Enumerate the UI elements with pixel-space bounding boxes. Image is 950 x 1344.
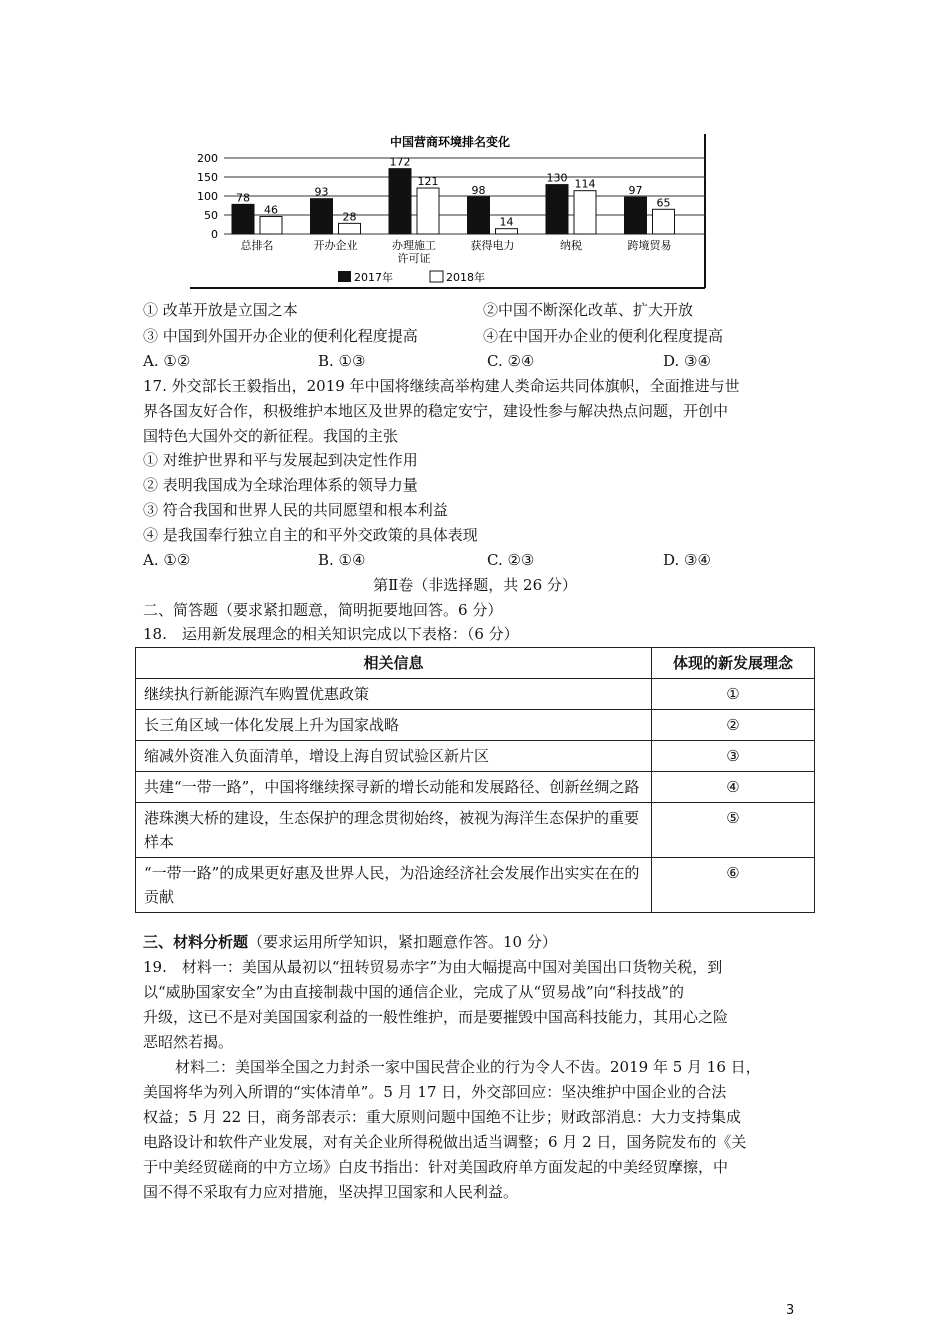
category-label: 开办企业 [313,239,358,252]
q19-material1-line-1: 19. 材料一：美国从最初以“扭转贸易赤字”为由大幅提高中国对美国出口货物关税，到 [143,958,723,976]
section3-heading-bold: 三、材料分析题 [143,933,249,951]
q19-material2-line-6: 国不得不采取有力应对措施，坚决捍卫国家和人民利益。 [143,1183,519,1201]
page-number: 3 [786,1303,795,1318]
bar-value-label: 98 [471,183,486,197]
bar-value-label: 93 [314,185,329,199]
q16-choice-c: C. ②④ [487,352,535,370]
q19-material1-line-2: 以“威胁国家安全”为由直接制裁中国的通信企业，完成了从“贸易战”向“科技战”的 [143,983,685,1001]
bar [417,188,439,234]
table-cell-info: 缩减外资准入负面清单，增设上海自贸试验区新片区 [136,741,652,772]
q18-stem: 18. 运用新发展理念的相关知识完成以下表格：（6 分） [143,625,519,643]
legend-label-2018: 2018年 [446,271,485,284]
q17-stem-line-1: 17. 外交部长王毅指出，2019 年中国将继续高举构建人类命运共同体旗帜，全面推进与世 [143,377,740,395]
section3-heading-rest: （要求运用所学知识，紧扣题意作答。10 分） [248,933,557,951]
table-cell-info: 港珠澳大桥的建设，生态保护的理念贯彻始终，被视为海洋生态保护的重要样本 [136,803,652,858]
q17-option-3: ③ 符合我国和世界人民的共同愿望和根本利益 [143,501,448,519]
bar-value-label: 14 [499,215,514,229]
table-row [136,710,815,741]
q16-choice-a: A. ①② [143,352,191,370]
table-row [136,679,815,710]
bar [496,229,518,234]
category-label-cont: 许可证 [397,252,431,265]
section3-heading [143,932,557,952]
table-row [136,772,815,803]
table-cell-concept: ⑥ [652,858,815,913]
table-cell-concept: ① [652,679,815,710]
bar [260,217,282,234]
category-label: 办理施工 [392,239,436,252]
q17-option-1: ① 对维护世界和平与发展起到决定性作用 [143,451,418,469]
y-tick-label: 200 [197,152,218,165]
table-cell-concept: ③ [652,741,815,772]
table-cell-concept: ⑤ [652,803,815,858]
q17-stem-line-3: 国特色大国外交的新征程。我国的主张 [143,427,399,445]
bar-value-label: 28 [342,210,357,224]
y-tick-label: 0 [211,228,218,241]
bar [468,197,490,234]
table-cell-concept: ④ [652,772,815,803]
bar [653,209,675,234]
table-row [136,803,815,858]
table-row [136,741,815,772]
legend-label-2017: 2017年 [354,271,393,284]
q17-choice-c: C. ②③ [487,551,535,569]
q16-option-2: ②中国不断深化改革、扩大开放 [483,301,694,319]
q17-choice-a: A. ①② [143,551,191,569]
y-tick-label: 50 [204,209,218,222]
q16-option-3: ③ 中国到外国开办企业的便利化程度提高 [143,327,418,345]
q16-option-1: ① 改革开放是立国之本 [143,301,298,319]
legend-swatch-2017 [338,271,351,282]
table-header-concept: 体现的新发展理念 [652,648,815,679]
table-cell-info: 继续执行新能源汽车购置优惠政策 [136,679,652,710]
q17-choice-b: B. ①④ [318,551,366,569]
section2-heading: 二、简答题（要求紧扣题意，简明扼要地回答。6 分） [143,601,503,619]
q16-option-4: ④在中国开办企业的便利化程度提高 [483,327,724,345]
bar [546,185,568,234]
part2-title: 第Ⅱ卷（非选择题，共 26 分） [373,576,577,594]
bar [389,169,411,234]
table-header-info: 相关信息 [136,648,652,679]
q19-material2-line-2: 美国将华为列入所谓的“实体清单”。5 月 17 日，外交部回应：坚决维护中国企业的合法 [143,1083,727,1101]
q19-material1-line-4: 恶昭然若揭。 [143,1033,234,1051]
chart-legend [338,270,485,284]
q17-stem-line-2: 界各国友好合作，积极维护本地区及世界的稳定安宁，建设性参与解决热点问题，开创中 [143,402,729,420]
q19-material2-line-4: 电路设计和软件产业发展，对有关企业所得税做出适当调整；6 月 2 日，国务院发布的《关 [143,1133,747,1151]
table-header-row [136,648,815,679]
table-row [136,858,815,913]
bar-value-label: 130 [546,171,568,185]
bar-value-label: 114 [574,177,596,191]
category-label: 总排名 [240,239,274,252]
ranking-bar-chart [188,132,708,290]
bar [625,197,647,234]
bar-value-label: 46 [264,203,278,217]
table-cell-info: 共建“一带一路”，中国将继续探寻新的增长动能和发展路径、创新丝绸之路 [136,772,652,803]
q17-option-2: ② 表明我国成为全球治理体系的领导力量 [143,476,418,494]
bar [574,191,596,234]
bar-value-label: 121 [417,175,439,189]
table-cell-info: “一带一路”的成果更好惠及世界人民，为沿途经济社会发展作出实实在在的贡献 [136,858,652,913]
legend-swatch-2018 [430,271,443,282]
q19-material2-line-5: 于中美经贸磋商的中方立场》白皮书指出：针对美国政府单方面发起的中美经贸摩擦，中 [143,1158,729,1176]
y-tick-label: 150 [197,171,218,184]
q16-choice-b: B. ①③ [318,352,366,370]
chart-title: 中国营商环境排名变化 [389,135,511,149]
q16-choice-d: D. ③④ [663,352,711,370]
category-label: 纳税 [560,239,582,252]
table-cell-info: 长三角区域一体化发展上升为国家战略 [136,710,652,741]
q18-table [135,647,815,913]
y-tick-label: 100 [197,190,218,203]
table-cell-concept: ② [652,710,815,741]
bar-value-label: 78 [236,191,250,205]
bar-value-label: 172 [389,155,411,169]
bar-value-label: 97 [628,184,643,198]
bar [311,199,333,234]
category-label: 跨境贸易 [627,239,672,252]
q19-material1-line-3: 升级，这已不是对美国国家利益的一般性维护，而是要摧毁中国高科技能力，其用心之险 [143,1008,729,1026]
bar [232,204,254,234]
q19-material2-line-1: 材料二：美国举全国之力封杀一家中国民营企业的行为令人不齿。2019 年 5 月 16 日， [175,1058,761,1076]
chart-svg [188,132,708,290]
q17-choice-d: D. ③④ [663,551,711,569]
q17-option-4: ④ 是我国奉行独立自主的和平外交政策的具体表现 [143,526,478,544]
category-label: 获得电力 [470,239,515,252]
bar-value-label: 65 [656,196,671,210]
bar [339,223,361,234]
q19-material2-line-3: 权益；5 月 22 日，商务部表示：重大原则问题中国绝不让步；财政部消息：大力支持集成 [143,1108,741,1126]
